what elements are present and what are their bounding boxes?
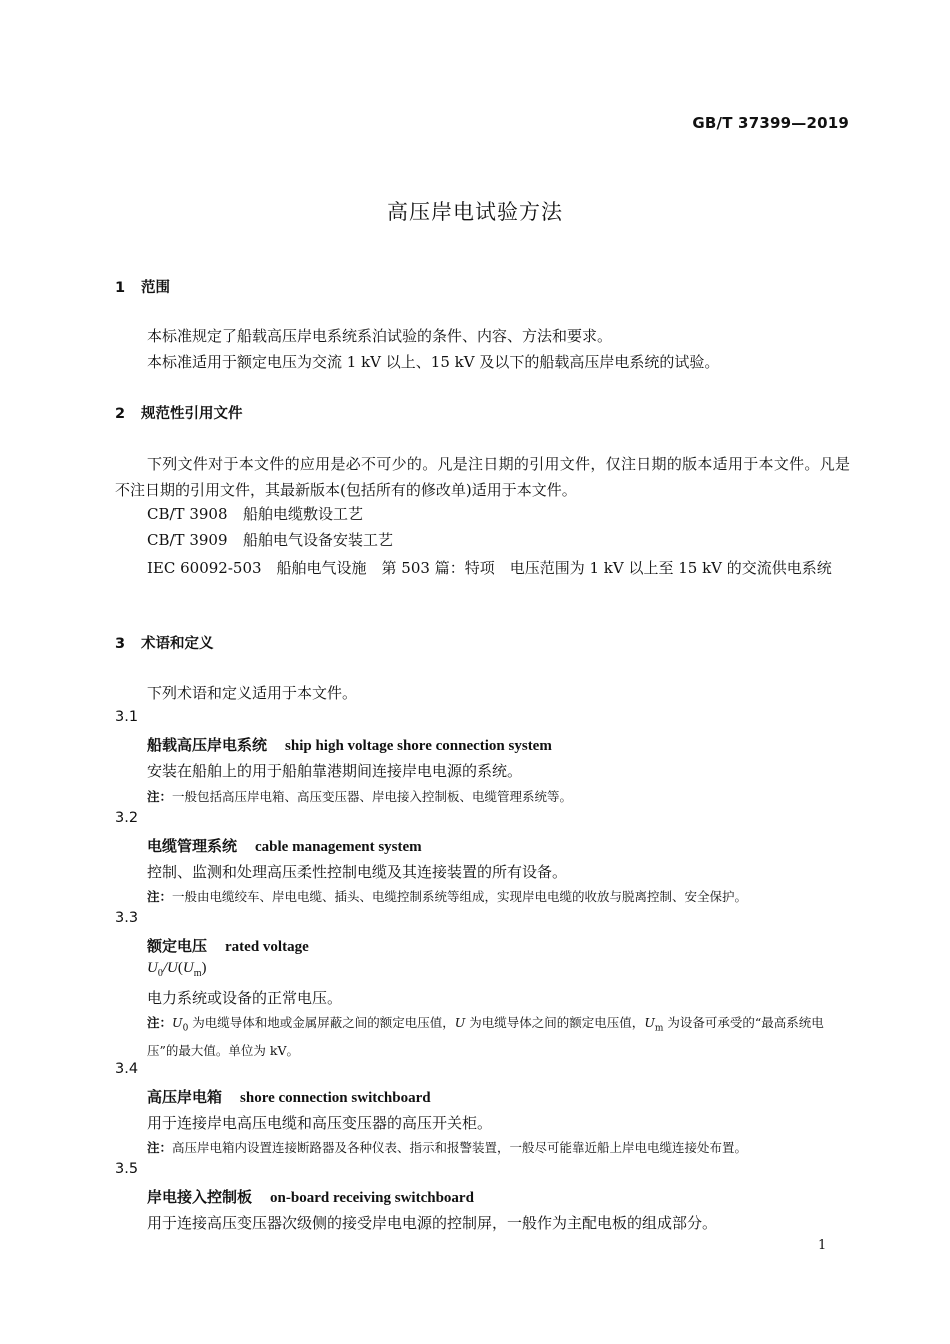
term-heading xyxy=(147,935,309,956)
term-chinese: 高压岸电箱 xyxy=(147,1088,223,1106)
note-label: 注： xyxy=(147,889,173,904)
reference-item xyxy=(147,529,393,550)
note-text: 一般由电缆绞车、岸电电缆、插头、电缆控制系统等组成，实现岸电电缆的收放与脱离控制、安全保护。 xyxy=(172,889,748,904)
section-3-intro: 下列术语和定义适用于本文件。 xyxy=(147,684,358,702)
note-text: 为设备可承受的“最高系统电压”的最大值。单位为 kV。 xyxy=(147,1015,824,1058)
section-number: 3 xyxy=(115,636,126,652)
document-title: 高压岸电试验方法 xyxy=(387,200,563,224)
term-english: ship high voltage shore connection system xyxy=(285,738,552,754)
reference-code: CB/T 3909 xyxy=(147,531,228,549)
term-note xyxy=(147,1012,850,1062)
term-definition: 控制、监测和处理高压柔性控制电缆及其连接装置的所有设备。 xyxy=(147,863,568,881)
symbol-paren: ( xyxy=(177,960,183,976)
term-note xyxy=(147,1138,747,1156)
term-english: cable management system xyxy=(255,839,422,855)
symbol-u: U xyxy=(172,1015,183,1030)
term-number: 3.5 xyxy=(115,1161,139,1177)
section-1-paragraph-1: 本标准规定了船载高压岸电系统系泊试验的条件、内容、方法和要求。 xyxy=(147,327,613,345)
note-text: 一般包括高压岸电箱、高压变压器、岸电接入控制板、电缆管理系统等。 xyxy=(172,789,573,804)
section-title: 范围 xyxy=(141,280,170,296)
section-1-paragraph-2: 本标准适用于额定电压为交流 1 kV 以上、15 kV 及以下的船载高压岸电系统的试验。 xyxy=(147,353,720,371)
term-number: 3.2 xyxy=(115,810,139,826)
section-2-intro: 下列文件对于本文件的应用是必不可少的。凡是注日期的引用文件，仅注日期的版本适用于本文件。凡是不注日期的引用文件，其最新版本(包括所有的修改单)适用于本文件。 xyxy=(115,455,850,499)
section-number: 2 xyxy=(115,406,126,422)
note-label: 注： xyxy=(147,1140,173,1155)
term-chinese: 电缆管理系统 xyxy=(147,837,238,855)
term-chinese: 岸电接入控制板 xyxy=(147,1188,253,1206)
symbol-u: U xyxy=(182,960,194,976)
term-chinese: 额定电压 xyxy=(147,937,208,955)
section-title: 术语和定义 xyxy=(141,636,214,652)
section-title: 规范性引用文件 xyxy=(141,406,243,422)
symbol-u: U xyxy=(147,960,158,976)
note-text: 高压岸电箱内设置连接断路器及各种仪表、指示和报警装置，一般尽可能靠近船上岸电电缆连接处布置。 xyxy=(172,1140,748,1155)
symbol-paren: ) xyxy=(201,960,207,976)
symbol-u: U xyxy=(454,1015,466,1030)
symbol-subscript: 0 xyxy=(157,968,163,979)
term-note xyxy=(147,887,747,905)
symbol-subscript: m xyxy=(654,1023,664,1034)
term-chinese: 船载高压岸电系统 xyxy=(147,736,268,754)
term-note xyxy=(147,787,572,805)
term-definition: 电力系统或设备的正常电压。 xyxy=(147,989,343,1007)
note-text: 为电缆导体之间的额定电压值， xyxy=(465,1015,645,1030)
section-1-heading xyxy=(115,276,170,297)
term-heading xyxy=(147,1186,474,1207)
term-number: 3.3 xyxy=(115,910,139,926)
page-number: 1 xyxy=(818,1238,827,1253)
term-english: on-board receiving switchboard xyxy=(270,1190,474,1206)
term-heading xyxy=(147,1086,431,1107)
term-definition: 用于连接高压变压器次级侧的接受岸电电源的控制屏，一般作为主配电板的组成部分。 xyxy=(147,1214,718,1232)
term-definition: 用于连接岸电高压电缆和高压变压器的高压开关柜。 xyxy=(147,1114,493,1132)
section-number: 1 xyxy=(115,280,126,296)
term-definition: 安装在船舶上的用于船舶靠港期间连接岸电电源的系统。 xyxy=(147,762,523,780)
reference-title: 船舶电缆敷设工艺 xyxy=(243,505,364,523)
reference-item xyxy=(147,503,363,524)
reference-title: 船舶电气设备安装工艺 xyxy=(243,531,394,549)
reference-item: IEC 60092-503 船舶电气设施 第 503 篇：特项 电压范围为 1 kV 以上至 15 kV 的交流供电系统 xyxy=(147,559,832,577)
note-label: 注： xyxy=(147,1015,173,1030)
term-symbol xyxy=(147,960,206,979)
term-number: 3.4 xyxy=(115,1061,139,1077)
term-english: rated voltage xyxy=(225,939,309,955)
term-english: shore connection switchboard xyxy=(240,1090,431,1106)
section-3-heading xyxy=(115,632,214,653)
symbol-slash: / xyxy=(162,960,168,976)
symbol-subscript: m xyxy=(193,968,202,979)
document-id: GB/T 37399—2019 xyxy=(692,114,849,132)
symbol-u: U xyxy=(644,1015,655,1030)
note-label: 注： xyxy=(147,789,173,804)
term-number: 3.1 xyxy=(115,709,139,725)
term-heading xyxy=(147,734,552,755)
symbol-subscript: 0 xyxy=(182,1023,189,1034)
note-text: 为电缆导体和地或金属屏蔽之间的额定电压值， xyxy=(188,1015,455,1030)
reference-code: CB/T 3908 xyxy=(147,505,228,523)
term-heading xyxy=(147,835,422,856)
section-2-heading xyxy=(115,402,243,423)
symbol-u: U xyxy=(167,960,178,976)
